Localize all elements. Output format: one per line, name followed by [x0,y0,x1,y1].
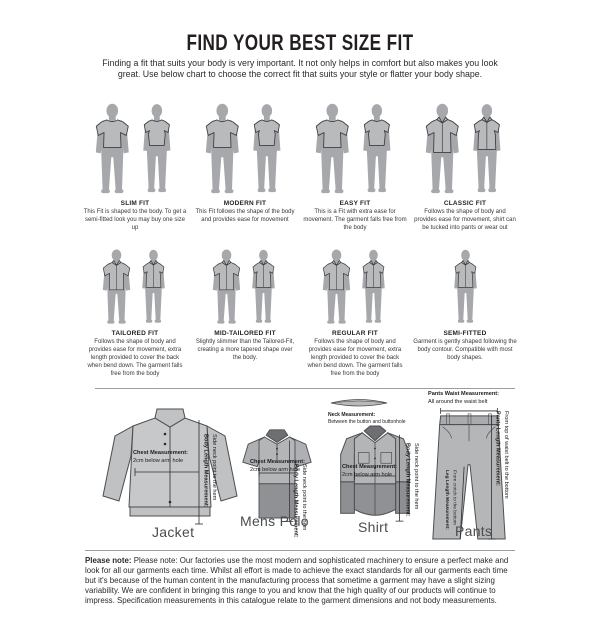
fit-name: MID-TAILORED FIT [214,330,276,337]
fit-description: Garment is gently shaped following the body contour. Compatible with most body shapes. [413,339,517,361]
fit-name: SLIM FIT [120,200,150,207]
fit-name: SEMI-FITTED [443,330,487,337]
please-note-paragraph [85,556,515,606]
fit-name: MODERN FIT [223,200,267,207]
measurement-desc: Side neck point to the hem [210,434,217,501]
fit-description: This is a Fit with extra ease for movement. The garment falls free from the body [303,209,407,231]
female-shirt-figure-icon [447,248,484,326]
measurement-label: Chest Measurement: [250,459,306,465]
collar-band-illustration [330,396,388,410]
fit-cell-regular [300,248,410,379]
fit-cell-easy [300,102,410,233]
fit-cell-modern [190,102,300,233]
fit-description: Slightly slimmer than the Tailored-Fit, creating a more tapered shape over the body. [195,339,295,361]
jacket-illustration [95,404,245,534]
male-female-tshirt-figures-icon [90,102,179,196]
measurement-desc: All around the waist belt [428,398,488,405]
page-title: FIND YOUR BEST SIZE FIT [186,30,414,55]
male-female-tshirt-figures-icon [200,102,289,196]
fit-row-1 [80,102,520,233]
fit-name: EASY FIT [339,200,371,207]
fit-cell-classic [410,102,520,233]
shirt-neck-measurement [328,412,406,426]
measurement-label: Body Length Measurement: [404,443,411,517]
shirt-label: Shirt [358,519,389,535]
male-female-shirt-figures-icon [318,248,392,326]
fit-description: This Fit follows the shape of the body and provides ease for movement [195,209,295,223]
male-female-tshirt-figures-icon [310,102,399,196]
measurement-desc: Between the button and buttonhole [328,418,406,425]
measurement-desc: From top of waist belt to the bottom [502,411,509,499]
measurement-label: Body Length Measurement: [202,434,209,508]
note-lead: Please note: [85,556,132,565]
measurement-label: Leg Length Measurement: [444,470,450,530]
fit-cell-mid-tailored [190,248,300,379]
measurement-desc: 2cm below arm hole [250,466,301,473]
pants-waist-measurement [428,391,499,406]
measurement-desc: 2cm below arm hole [133,457,184,464]
fit-cell-semi-fitted [410,248,520,379]
fit-description: Follows the shape of body and provides ease for movement, extra length provided to cover the back when bend down. The garment falls free from the body [307,339,403,377]
jacket-chest-measurement [133,450,188,465]
male-female-shirt-figures-icon [98,248,172,326]
shirt-body-length-measurement [403,443,420,517]
polo-label: Mens Polo [240,513,309,529]
fit-description: Follows the shape of body and provides ease for movement, shirt can be tucked into pants or wear out [414,209,516,231]
measurement-label: Chest Measurement: [342,464,398,470]
note-divider [85,550,515,551]
fit-description: Follows the shape of body and provides ease for movement, extra length provided to cover the back when bend down. The garment falls free from the body [87,339,183,377]
fit-description: This Fit is shaped to the body. To get a semi-fitted look you may buy one size up [83,209,187,231]
jacket-body-length-measurement [201,434,218,508]
male-female-shirt-figures-icon [420,102,509,196]
measurement-label: Chest Measurement: [133,450,189,456]
measurement-label: Pants Waist Measurement: [428,391,499,397]
page-subtitle: Finding a fit that suits your body is very important. It not only helps in comfort but also makes you look great. Use below chart to choose the correct fit that suits your style or flatter your body shape. [102,58,498,80]
measurement-label: Pants Length Measurement: [494,411,501,486]
fit-name: CLASSIC FIT [443,200,487,207]
measurement-desc: Side neck point to the hem [300,464,307,531]
pants-length-measurement [493,411,510,499]
jacket-label: Jacket [152,524,195,540]
fit-name: TAILORED FIT [111,330,159,337]
shirt-chest-measurement [342,464,397,479]
fit-cell-slim [80,102,190,233]
measurement-label: Neck Measurement: [328,412,376,418]
measurement-label: Body Length Measurement: [292,464,299,538]
measurement-desc: Side neck point to the hem [412,443,419,510]
male-female-shirt-figures-icon [208,248,282,326]
pants-label: Pants [455,523,493,539]
fit-row-2 [80,248,520,379]
fit-name: REGULAR FIT [332,330,378,337]
fit-cell-tailored [80,248,190,379]
note-body: Please note: Our factories use the most modern and sophisticated machinery to ensure a perfect make and look for all our garments each time. Whilst all effort is made to achieve the exact standards for all our garments each time but it's because of the human content in the manufacturing process that sometime a garment may have a slight sizing variability. We are confident in bringing this range to you and know that the high quality of our products will continue to impress. Specification measurements in this catalogue relate to the garment dimensions and not body measurements. [85,556,509,605]
measurement-desc: 2cm below arm hole [342,471,393,478]
measurement-desc: From crotch to the bottom [451,470,457,525]
size-fit-guide-page [0,18,600,618]
section-divider [95,388,515,389]
pants-leg-length-measurement [443,470,457,530]
